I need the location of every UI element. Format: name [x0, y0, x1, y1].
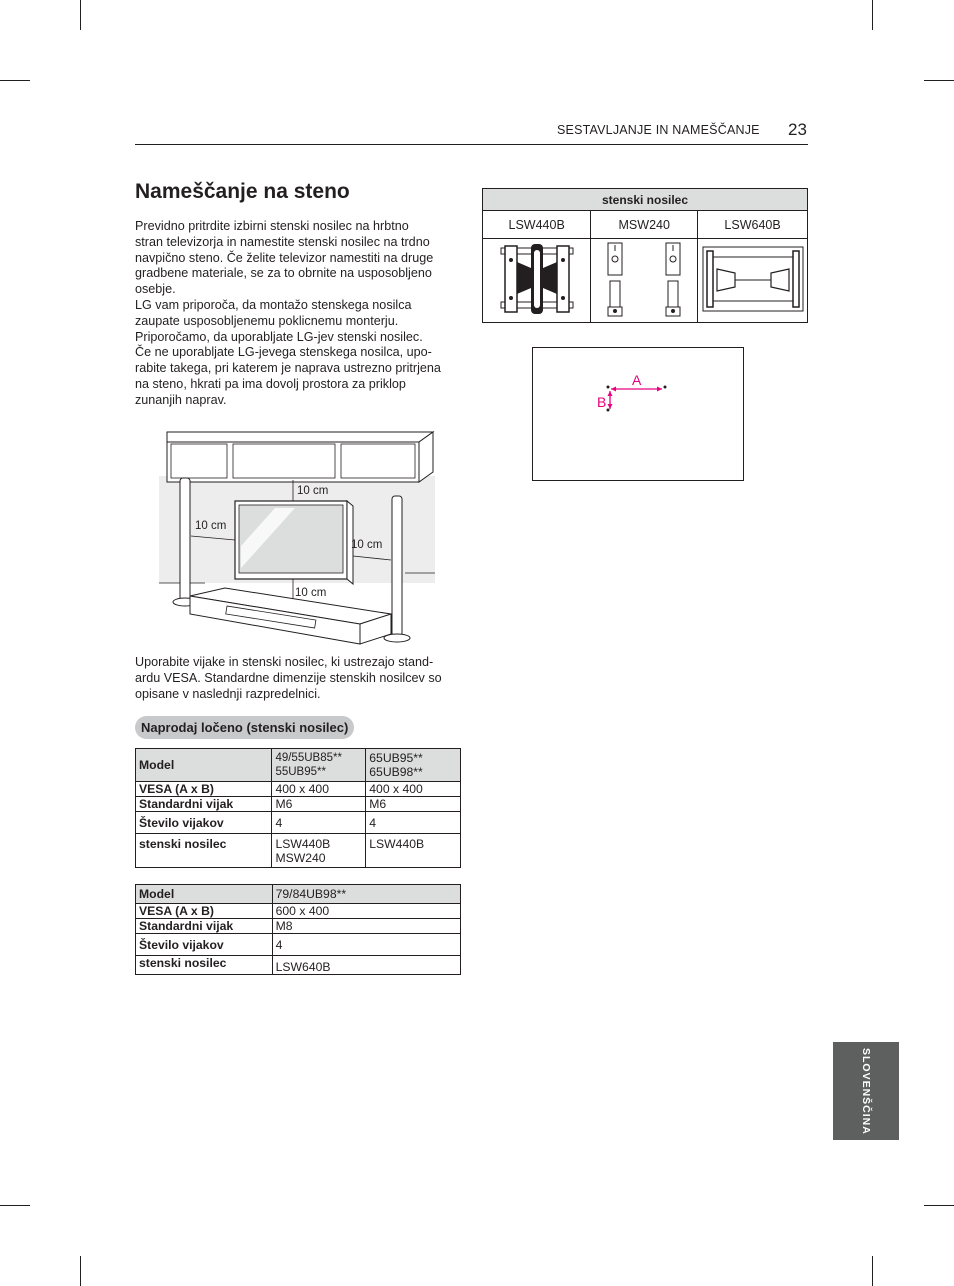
mount-model-name: LSW440B [483, 211, 591, 239]
table-cell: 600 x 400 [272, 904, 460, 919]
spec-table-1 [135, 748, 461, 868]
model-name: 65UB95** [369, 751, 423, 765]
text-line: Uporabite vijake in stenski nosilec, ki ustrezajo stand- [135, 655, 434, 669]
table-row [136, 834, 461, 868]
sold-separately-label: Naprodaj ločeno (stenski nosilec) [135, 716, 354, 739]
crop-mark [80, 1256, 81, 1286]
table-row [136, 782, 461, 797]
text-line: na steno, hkrati pa ima dovolj prostora za priklop [135, 376, 406, 391]
vesa-b-label: B [596, 393, 606, 410]
crop-mark [924, 1205, 954, 1206]
text-line: osebje. [135, 282, 176, 297]
table-row [483, 211, 808, 239]
mount-model-name: LSW640B [698, 211, 808, 239]
text-line: gradbene materiale, se za to obrnite na usposobljeno [135, 266, 432, 281]
mount-image-cell [698, 239, 808, 323]
table-cell: 4 [272, 934, 460, 956]
table-row [483, 239, 808, 323]
table-row [136, 885, 461, 904]
clearance-top-label: 10 cm [297, 485, 329, 497]
row-label: stenski nosilec [136, 956, 273, 975]
text-line: Če ne uporabljate LG-jevega stenskega nosilca, upo- [135, 345, 432, 360]
text-line: LG vam priporoča, da montažo stenskega nosilca [135, 297, 412, 312]
model-name: 79/84UB98** [272, 885, 460, 904]
crop-mark [0, 80, 30, 81]
row-label: VESA (A x B) [136, 904, 273, 919]
crop-mark [872, 1256, 873, 1286]
table-row [136, 797, 461, 812]
text-line: ardu VESA. Standardne dimenzije stenskih nosilcev so [135, 670, 442, 685]
text-line: Previdno pritrdite izbirni stenski nosilec na hrbtno [135, 219, 409, 233]
vesa-dimension-arrows [532, 347, 744, 481]
row-label: Število vijakov [136, 812, 272, 834]
table-cell: M6 [272, 797, 366, 812]
page-title: Nameščanje na steno [135, 180, 350, 203]
table-cell: M6 [366, 797, 461, 812]
crop-mark [80, 0, 81, 30]
table-cell: M8 [272, 919, 460, 934]
clearance-left-label: 10 cm [195, 520, 227, 532]
table-row [136, 749, 461, 782]
text-line: navpično steno. Če želite televizor namestiti na druge [135, 250, 434, 265]
page-number: 23 [788, 120, 807, 139]
row-label: Standardni vijak [136, 797, 272, 812]
model-name: 55UB95** [275, 766, 326, 778]
table-cell: 4 [366, 812, 461, 834]
table-row [136, 919, 461, 934]
vesa-diagram [532, 347, 744, 481]
mount-image-cell [591, 239, 698, 323]
table-cell: LSW440B [366, 834, 461, 868]
intro-paragraph [135, 219, 465, 409]
lsw440b-bracket-image [495, 242, 579, 316]
mount-table-header: stenski nosilec [483, 189, 808, 211]
table-cell: LSW640B [272, 956, 460, 975]
text-line: opisane v naslednji razpredelnici. [135, 686, 321, 701]
clearance-bottom-label: 10 cm [295, 587, 327, 599]
text-line: zaupate usposobljenemu poklicnemu monterju. [135, 313, 399, 328]
table-row [136, 956, 461, 975]
table-cell [272, 834, 366, 868]
model-cell [272, 749, 366, 782]
header-rule [135, 144, 808, 145]
model-header: Model [136, 749, 272, 782]
model-cell [366, 749, 461, 782]
mount-image-cell [483, 239, 591, 323]
table-row [136, 904, 461, 919]
installation-clearance-diagram [155, 428, 440, 648]
crop-mark [0, 1205, 30, 1206]
model-header: Model [136, 885, 273, 904]
row-label: VESA (A x B) [136, 782, 272, 797]
mount-model-name: MSW240 [591, 211, 698, 239]
crop-mark [872, 0, 873, 30]
row-label: Število vijakov [136, 934, 273, 956]
model-name: 49/55UB85** [275, 752, 342, 764]
bracket-model: LSW440B [275, 837, 331, 851]
vesa-a-label: A [631, 371, 641, 388]
msw240-bracket-image [594, 239, 694, 319]
lsw640b-bracket-image [701, 243, 805, 315]
table-cell: 400 x 400 [272, 782, 366, 797]
language-side-tab: SLOVENŠČINA [833, 1042, 899, 1140]
table-row [136, 812, 461, 834]
table-cell: 4 [272, 812, 366, 834]
table-cell: 400 x 400 [366, 782, 461, 797]
crop-mark [924, 80, 954, 81]
section-header: SESTAVLJANJE IN NAMEŠČANJE [557, 123, 760, 137]
text-line: zunanjih naprav. [135, 392, 227, 407]
bracket-model: MSW240 [275, 851, 326, 865]
clearance-right-label: 10 cm [351, 539, 383, 551]
row-label: Standardni vijak [136, 919, 273, 934]
text-line: Priporočamo, da uporabljate LG-jev stenski nosilec. [135, 329, 423, 344]
wall-mount-table [482, 188, 808, 323]
row-label: stenski nosilec [136, 834, 272, 868]
table-row [483, 189, 808, 211]
model-name: 65UB98** [369, 765, 423, 779]
spec-table-2 [135, 884, 461, 975]
vesa-paragraph [135, 655, 465, 702]
table-row [136, 934, 461, 956]
text-line: rabite takega, pri katerem je naprava ustrezno pritrjena [135, 361, 441, 376]
text-line: stran televizorja in namestite stenski nosilec na trdno [135, 234, 430, 249]
